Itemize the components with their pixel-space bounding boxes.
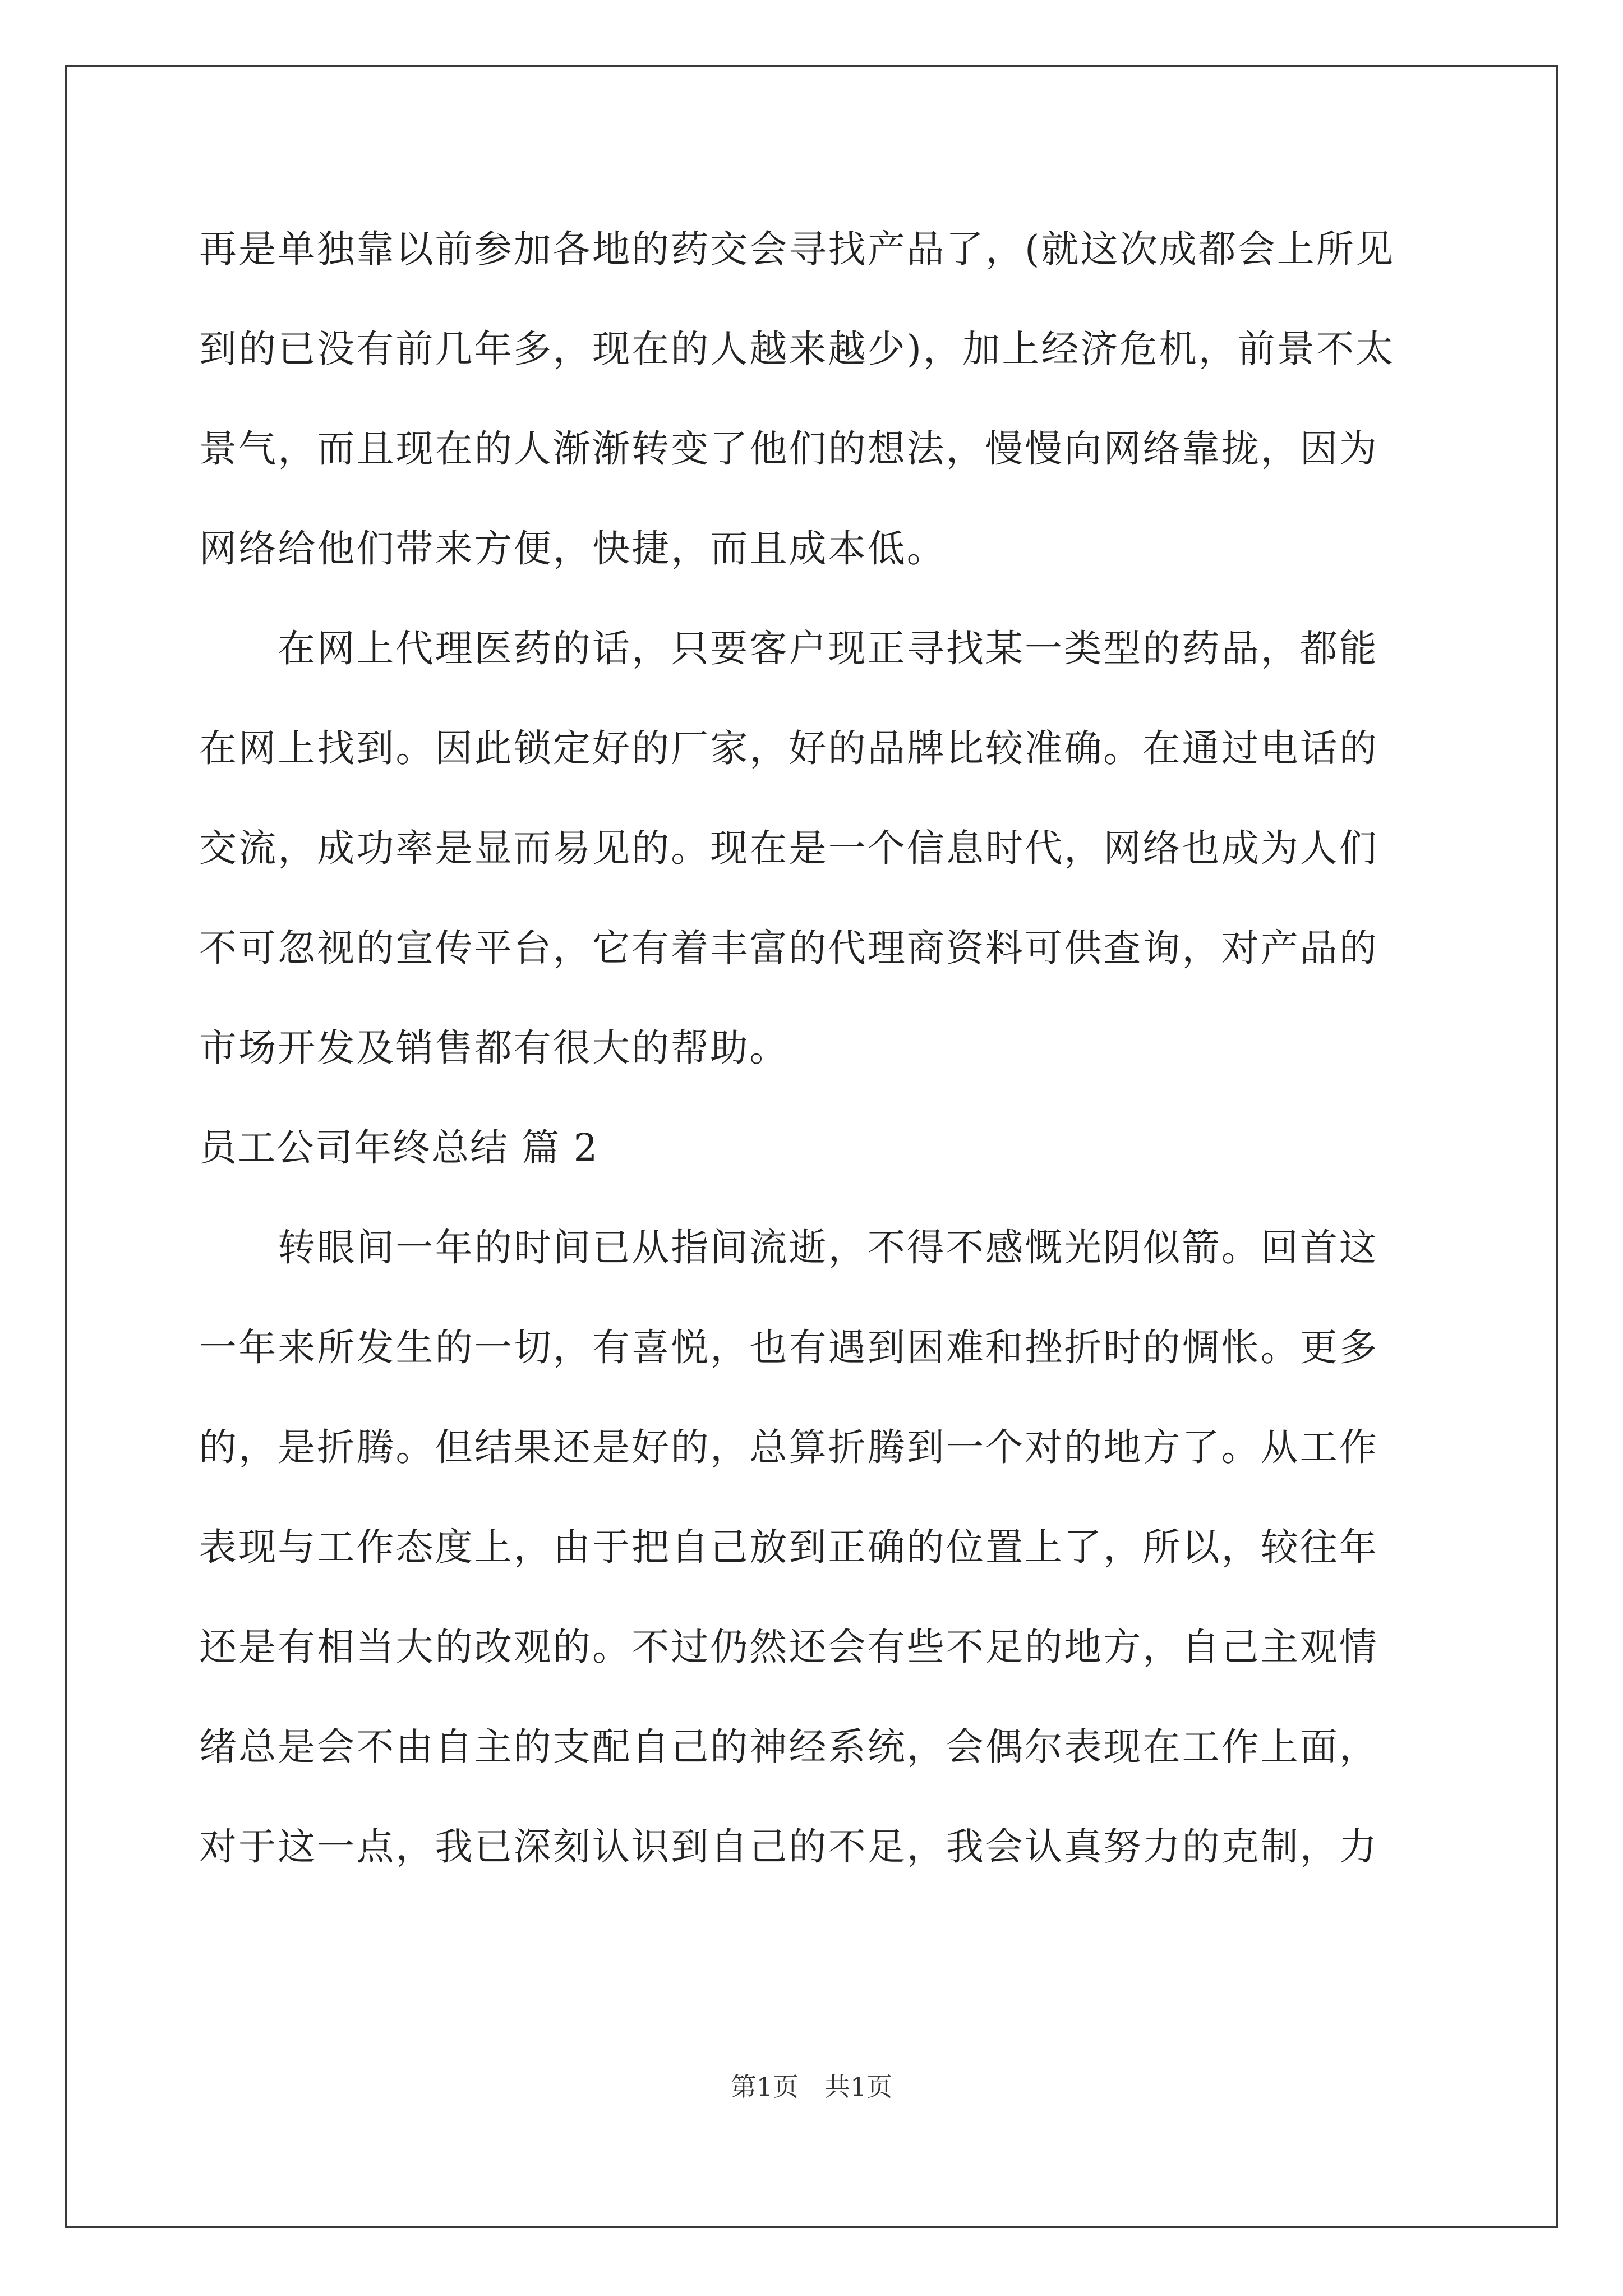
text-line: 还是有相当大的改观的。不过仍然还会有些不足的地方，自己主观情: [199, 1625, 1378, 1669]
text-line: 再是单独靠以前参加各地的药交会寻找产品了，(就这次成都会上所见: [199, 227, 1395, 271]
text-line: 市场开发及销售都有很大的帮助。: [199, 1026, 789, 1070]
page-footer: 第1页 共1页: [730, 2072, 893, 2102]
text-line: 不可忽视的宣传平台，它有着丰富的代理商资料可供查询，对产品的: [199, 926, 1378, 970]
text-line: 的，是折腾。但结果还是好的，总算折腾到一个对的地方了。从工作: [199, 1425, 1378, 1469]
text-line: 一年来所发生的一切，有喜悦，也有遇到困难和挫折时的惆怅。更多: [199, 1326, 1378, 1369]
document-body: [199, 199, 1430, 1897]
section-heading: [199, 1098, 1430, 1198]
text-line: 在网上找到。因此锁定好的厂家，好的品牌比较准确。在通过电话的: [199, 726, 1378, 770]
text-line: 到的已没有前几年多，现在的人越来越少)，加上经济危机，前景不太: [199, 327, 1395, 371]
heading-text: 员工公司年终总结 篇 2: [199, 1126, 599, 1170]
text-line: 对于这一点，我已深刻认识到自己的不足，我会认真努力的克制，力: [199, 1825, 1378, 1869]
text-line: 表现与工作态度上，由于把自己放到正确的位置上了，所以，较往年: [199, 1525, 1378, 1569]
text-line: 转眼间一年的时间已从指间流逝，不得不感慨光阴似箭。回首这: [199, 1226, 1378, 1269]
text-line: 交流，成功率是显而易见的。现在是一个信息时代，网络也成为人们: [199, 826, 1378, 870]
text-line: 景气，而且现在的人渐渐转变了他们的想法，慢慢向网络靠拢，因为: [199, 427, 1378, 471]
text-line: 绪总是会不由自主的支配自己的神经系统，会偶尔表现在工作上面，: [199, 1725, 1378, 1769]
paragraph-3: [199, 1198, 1430, 1897]
paragraph-1: [199, 199, 1430, 599]
text-line: 网络给他们带来方便，快捷，而且成本低。: [199, 527, 946, 570]
paragraph-2: [199, 599, 1430, 1098]
text-line: 在网上代理医药的话，只要客户现正寻找某一类型的药品，都能: [199, 627, 1378, 670]
